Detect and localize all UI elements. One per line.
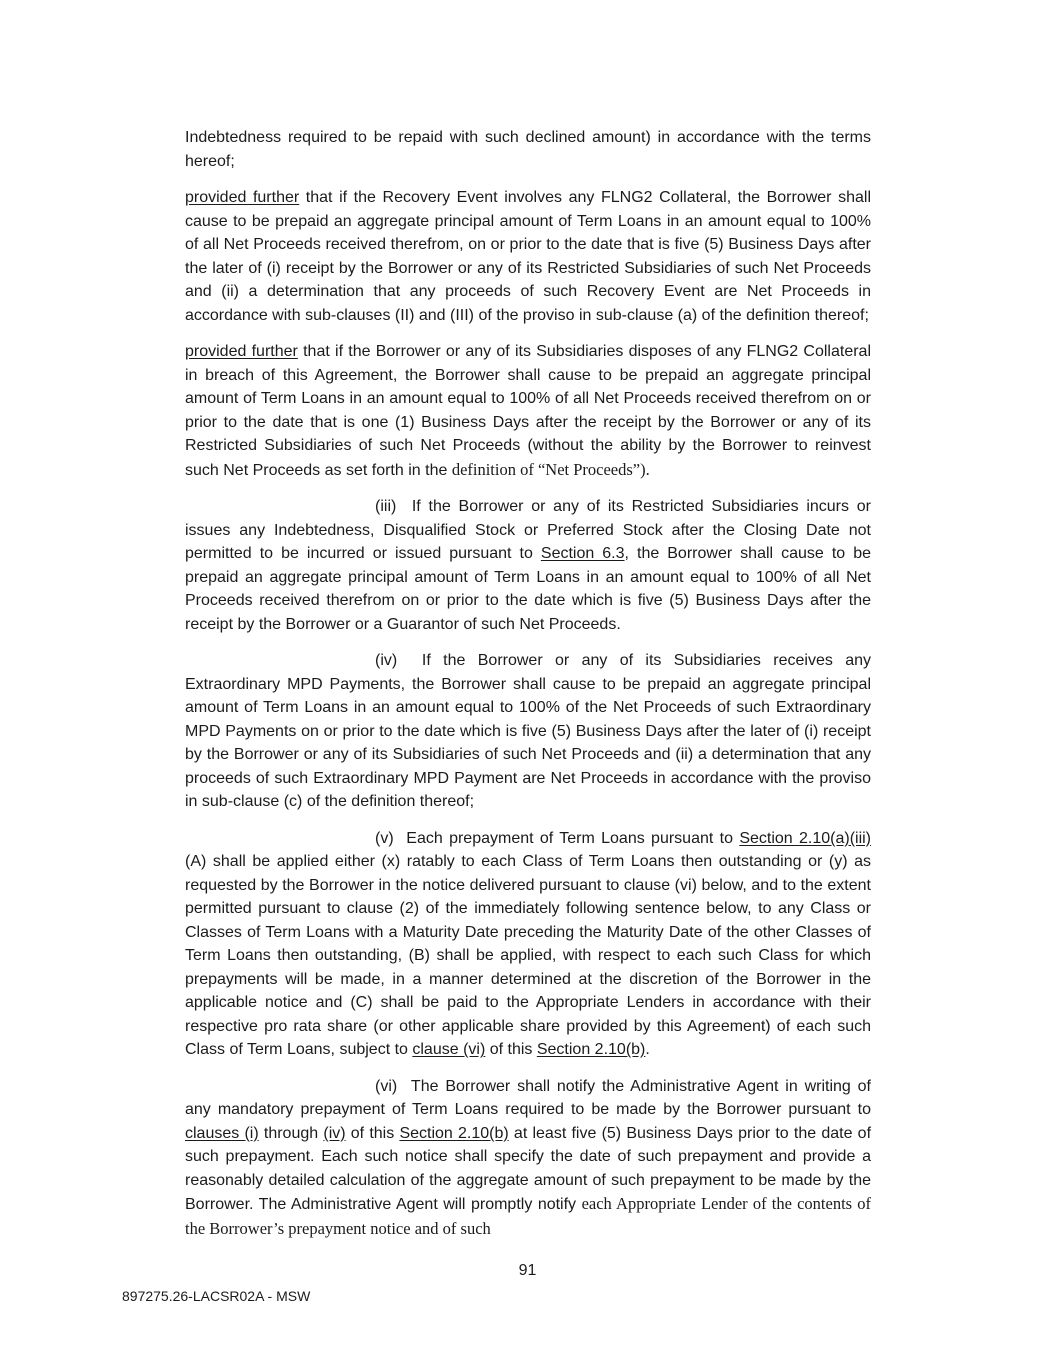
- text-run: (iii) If the Borrower or any of its Restricted Subsidiaries incurs or issues any Indebtedness, Disqualified Stock or Preferred Stock after the Closing Date not permitted to be incurred or issued pursuant to: [185, 498, 871, 562]
- text-run: through: [258, 1124, 324, 1142]
- text-run: , the Borrower shall cause to be prepaid an aggregate principal amount of Term Loans in an amount equal to 100% of all Net Proceeds received therefrom on or prior to the date which is five (5) Business Days after the receipt by the Borrower or a Guarantor of such Net Proceeds.: [185, 545, 871, 633]
- paragraph: [185, 827, 871, 1062]
- paragraph: [185, 186, 871, 327]
- text-run: each Appropriate Lender of the contents of the Borrower’s prepayment notice and of such: [185, 1194, 871, 1238]
- paragraph: [185, 340, 871, 482]
- text-run: at least five (5) Business Days prior to the date of such prepayment. Each such notice shall specify the date of such prepayment and provide a reasonably detailed calculation of the aggregate amount of such prepayment to be made by the Borrower. The Administrative Agent will promptly notify: [185, 1124, 872, 1213]
- cross-reference: clauses (i): [185, 1124, 259, 1142]
- page-body: [185, 126, 871, 1254]
- cross-reference: Section 2.10(a)(iii): [739, 829, 872, 847]
- document-id: 897275.26-LACSR02A - MSW: [122, 1288, 311, 1304]
- paragraph: [185, 126, 871, 173]
- paragraph: [185, 649, 871, 814]
- cross-reference: Section 2.10(b): [399, 1124, 509, 1142]
- text-run: (iv) If the Borrower or any of its Subsidiaries receives any Extraordinary MPD Payments, the Borrower shall cause to be prepaid an aggregate principal amount of Term Loans in an amount equal to 100% of the Net Proceeds of such Extraordinary MPD Payments on or prior to the date which is five (5) Business Days after the later of (i) receipt by the Borrower or any of its Subsidiaries of such Net Proceeds and (ii) a determination that any proceeds of such Extraordinary MPD Payment are Net Proceeds in accordance with the proviso in sub-clause (c) of the definition thereof;: [185, 652, 871, 810]
- cross-reference: clause (vi): [412, 1041, 486, 1058]
- text-run: that if the Borrower or any of its Subsidiaries disposes of any FLNG2 Collateral in breach of this Agreement, the Borrower shall cause to be prepaid an aggregate principal amount of Term Loans in an amount equal to 100% of all Net Proceeds received therefrom on or prior to the date that is one (1) Business Days after the receipt by the Borrower or any of its Restricted Subsidiaries of such Net Proceeds (without the ability by the Borrower to reinvest such Net Proceeds as set forth in the: [185, 343, 871, 479]
- text-run: (v) Each prepayment of Term Loans pursuant to: [375, 829, 740, 847]
- paragraph: [185, 495, 871, 636]
- text-run: of this: [485, 1041, 537, 1058]
- text-run: (A) shall be applied either (x) ratably to each Class of Term Loans then outstanding or (y) as requested by the Borrower in the notice delivered pursuant to clause (vi) below, and to the extent permitted pursuant to clause (2) of the immediately following sentence below, to any Class or Classes of Term Loans with a Maturity Date preceding the Maturity Date of the other Classes of Term Loans then outstanding, (B) shall be applied, with respect to each such Class for which prepayments will be made, in a manner determined at the discretion of the Borrower in the applicable notice and (C) shall be paid to the Appropriate Lenders in accordance with their respective pro rata share (or other applicable share provided by this Agreement) of each such Class of Term Loans, subject to: [185, 853, 871, 1058]
- text-run: that if the Recovery Event involves any FLNG2 Collateral, the Borrower shall cause to be prepaid an aggregate principal amount of Term Loans in an amount equal to 100% of all Net Proceeds received therefrom, on or prior to the date that is five (5) Business Days after the later of (i) receipt by the Borrower or any of its Restricted Subsidiaries of such Net Proceeds and (ii) a determination that any proceeds of such Recovery Event are Net Proceeds in accordance with sub-clauses (II) and (III) of the proviso in sub-clause (a) of the definition thereof;: [185, 189, 872, 324]
- text-run: .: [645, 1041, 650, 1058]
- text-run: Indebtedness required to be repaid with such declined amount) in accordance with the terms hereof;: [185, 129, 871, 170]
- page-number: 91: [518, 1262, 537, 1279]
- cross-reference: Section 2.10(b): [536, 1041, 646, 1058]
- text-run: of this: [345, 1124, 400, 1142]
- proviso-lead-in: provided further: [185, 189, 300, 206]
- text-run: definition of “Net Proceeds”).: [451, 459, 650, 479]
- proviso-lead-in: provided further: [185, 343, 298, 360]
- text-run: (vi) The Borrower shall notify the Administrative Agent in writing of any mandatory prepayment of Term Loans required to be made by the Borrower pursuant to: [185, 1077, 871, 1118]
- paragraph: [185, 1075, 871, 1242]
- cross-reference: Section 6.3: [540, 545, 625, 562]
- cross-reference: (iv): [323, 1124, 346, 1142]
